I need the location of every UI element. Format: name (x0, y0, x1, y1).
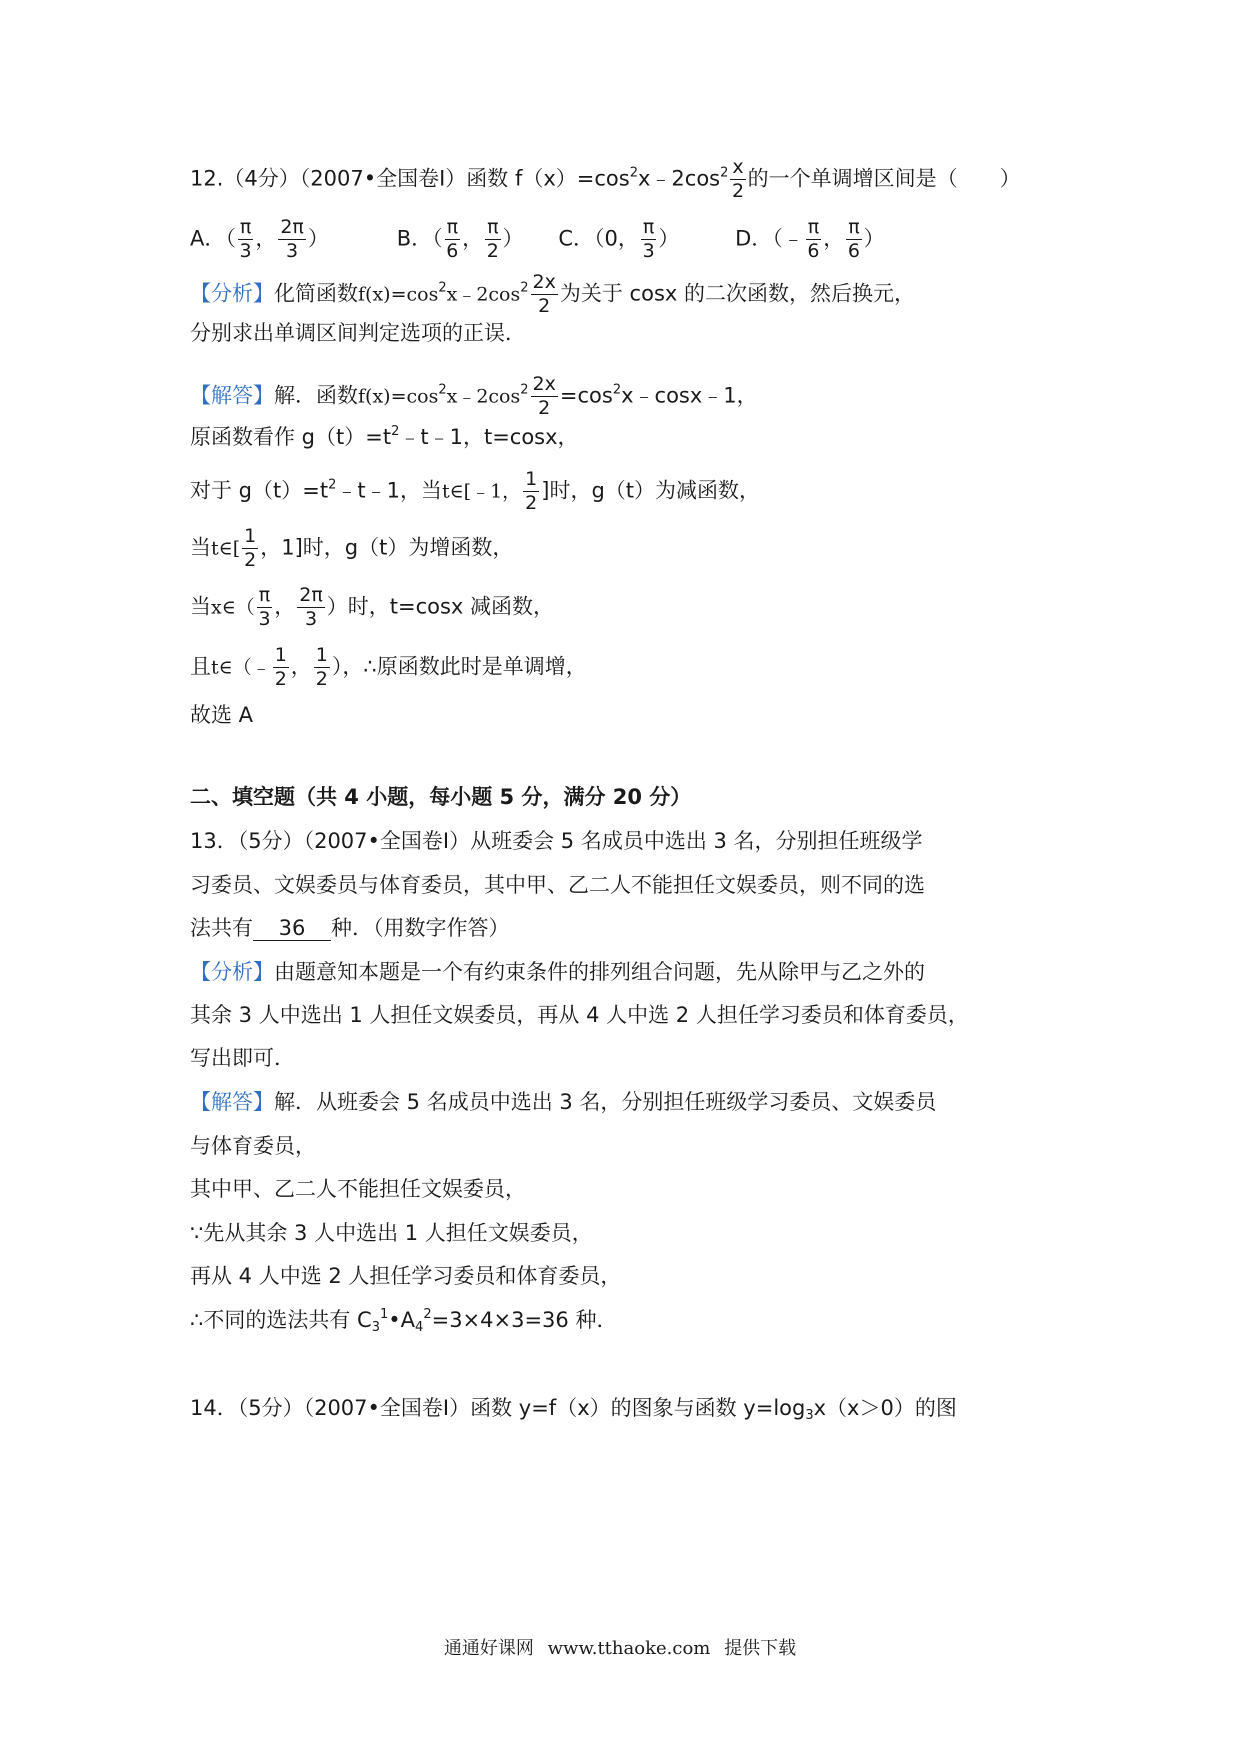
fraction: $\frac{\pi}{6}$ (807, 216, 820, 262)
q13-answer-line2: 与体育委员， (190, 1134, 316, 1158)
fraction: $\frac{\pi}{3}$ (239, 216, 252, 262)
q13-stem-line1: 13．（5分）（2007•全国卷Ⅰ）从班委会 5 名成员中选出 3 名，分别担任班级学 (190, 829, 923, 853)
q13-answer-line6: ∴不同的选法共有 $C_3^1•A_4^2=3\times 4\times 3=36$ 种． (190, 1307, 618, 1335)
fraction: $\frac{2\pi}{3}$ (280, 216, 304, 262)
option-a: A．（ $\frac{\pi}{3}$ ， $\frac{2\pi}{3}$ ） (190, 216, 329, 262)
answer-tag: 【解答】 (190, 1090, 274, 1114)
q12-line5: 当t∈[ $\frac{1}{2}$ ，1]时，g（t）为增函数， (190, 525, 514, 571)
q13-stem-line2: 习委员、文娱委员与体育委员，其中甲、乙二人不能担任文娱委员，则不同的选 (190, 873, 925, 897)
fraction: $\frac{2x}{2}$ (532, 271, 556, 317)
fraction: $\frac{\pi}{2}$ (486, 216, 499, 262)
q13-answer-line4: ∵先从其余 3 人中选出 1 人担任文娱委员， (190, 1221, 593, 1245)
fraction: $\frac{\pi}{3}$ (642, 216, 655, 262)
answer-tag: 【解答】 (190, 383, 274, 408)
option-d: D．（﹣ $\frac{\pi}{6}$ ， $\frac{\pi}{6}$ ） (735, 216, 885, 262)
fraction: $\frac{1}{2}$ (274, 644, 287, 690)
fraction: $\frac{\pi}{6}$ (446, 216, 459, 262)
q12-answer: 【解答】解．函数$f(x)=\cos^2x﹣2\cos^2$ $\frac{2x}{2}$ $=\cos^2x﹣\cos x﹣1$， (190, 373, 758, 419)
q13-answer-line1: 【解答】解．从班委会 5 名成员中选出 3 名，分别担任班级学习委员、文娱委员 (190, 1090, 937, 1114)
q13-analysis-line2: 其余 3 人中选出 1 人担任文娱委员，再从 4 人中选 2 人担任学习委员和体育委员， (190, 1003, 969, 1027)
q13-analysis-line3: 写出即可． (190, 1046, 295, 1070)
q12-line7: 且t∈（﹣ $\frac{1}{2}$ ， $\frac{1}{2}$ ），∴原函数此时是单调增， (190, 644, 587, 690)
fraction: $\frac{1}{2}$ (525, 468, 538, 514)
footer-tail: 提供下载 (724, 1638, 797, 1659)
fraction: $\frac{\pi}{3}$ (258, 584, 271, 630)
q14-stem-line1: 14．（5分）（2007•全国卷Ⅰ）函数 y=f（x）的图象与函数 $y=\log_3x(x>0)$的图 (190, 1396, 957, 1423)
fraction: $\frac{2x}{2}$ (532, 373, 556, 419)
fraction: $\frac{1}{2}$ (315, 644, 328, 690)
q13-stem-line3: 法共有 36 种．（用数字作答） (190, 916, 510, 940)
q12-line6: 当x∈（ $\frac{\pi}{3}$ ， $\frac{2\pi}{3}$ ）时，t=cosx 减函数， (190, 584, 555, 630)
q13-analysis-line1: 【分析】由题意知本题是一个有约束条件的排列组合问题，先从除甲与乙之外的 (190, 960, 925, 984)
section-heading: 二、填空题（共 4 小题，每小题 5 分，满分 20 分） (190, 785, 692, 809)
page-footer (0, 1634, 1240, 1660)
q12-conclusion: 故选 A (190, 703, 254, 727)
q13-answer-line5: 再从 4 人中选 2 人担任学习委员和体育委员， (190, 1264, 622, 1288)
q12-analysis-line2: 分别求出单调区间判定选项的正误． (190, 321, 526, 345)
option-c: C．（0， $\frac{\pi}{3}$ ） (558, 216, 680, 262)
fraction: $\frac{\pi}{6}$ (847, 216, 860, 262)
q12-line3: 原函数看作 $g(t)=t^2﹣t﹣1$，t=cosx， (190, 424, 579, 449)
fraction: $\frac{1}{2}$ (244, 525, 257, 571)
footer-url[interactable]: www.tthaoke.com (547, 1638, 711, 1659)
fraction: $\frac{2\pi}{3}$ (299, 584, 323, 630)
q13-answer-line3: 其中甲、乙二人不能担任文娱委员， (190, 1177, 526, 1201)
q12-stem: 12.（4分）（2007•全国卷Ⅰ）函数 $f(x)=\cos^2x﹣2\cos^2$ $\frac{x}{2}$ 的一个单调增区间是（ ） (190, 156, 1021, 202)
q12-options (190, 218, 885, 261)
analysis-tag: 【分析】 (190, 281, 274, 306)
fraction: $\frac{x}{2}$ (731, 156, 745, 202)
q12-line4: 对于 $g(t)=t^2﹣t﹣1$，当t∈[﹣1， $\frac{1}{2}$ ]时，g（t）为减函数， (190, 468, 761, 514)
option-b: B．（ $\frac{\pi}{6}$ ， $\frac{\pi}{2}$ ） (396, 216, 524, 262)
footer-site-name: 通通好课网 (443, 1638, 534, 1659)
analysis-tag: 【分析】 (190, 960, 274, 984)
answer-blank: 36 (253, 916, 331, 941)
q12-analysis: 【分析】化简函数$f(x)=\cos^2x﹣2\cos^2$ $\frac{2x}{2}$ 为关于 cosx 的二次函数，然后换元， (190, 271, 915, 317)
